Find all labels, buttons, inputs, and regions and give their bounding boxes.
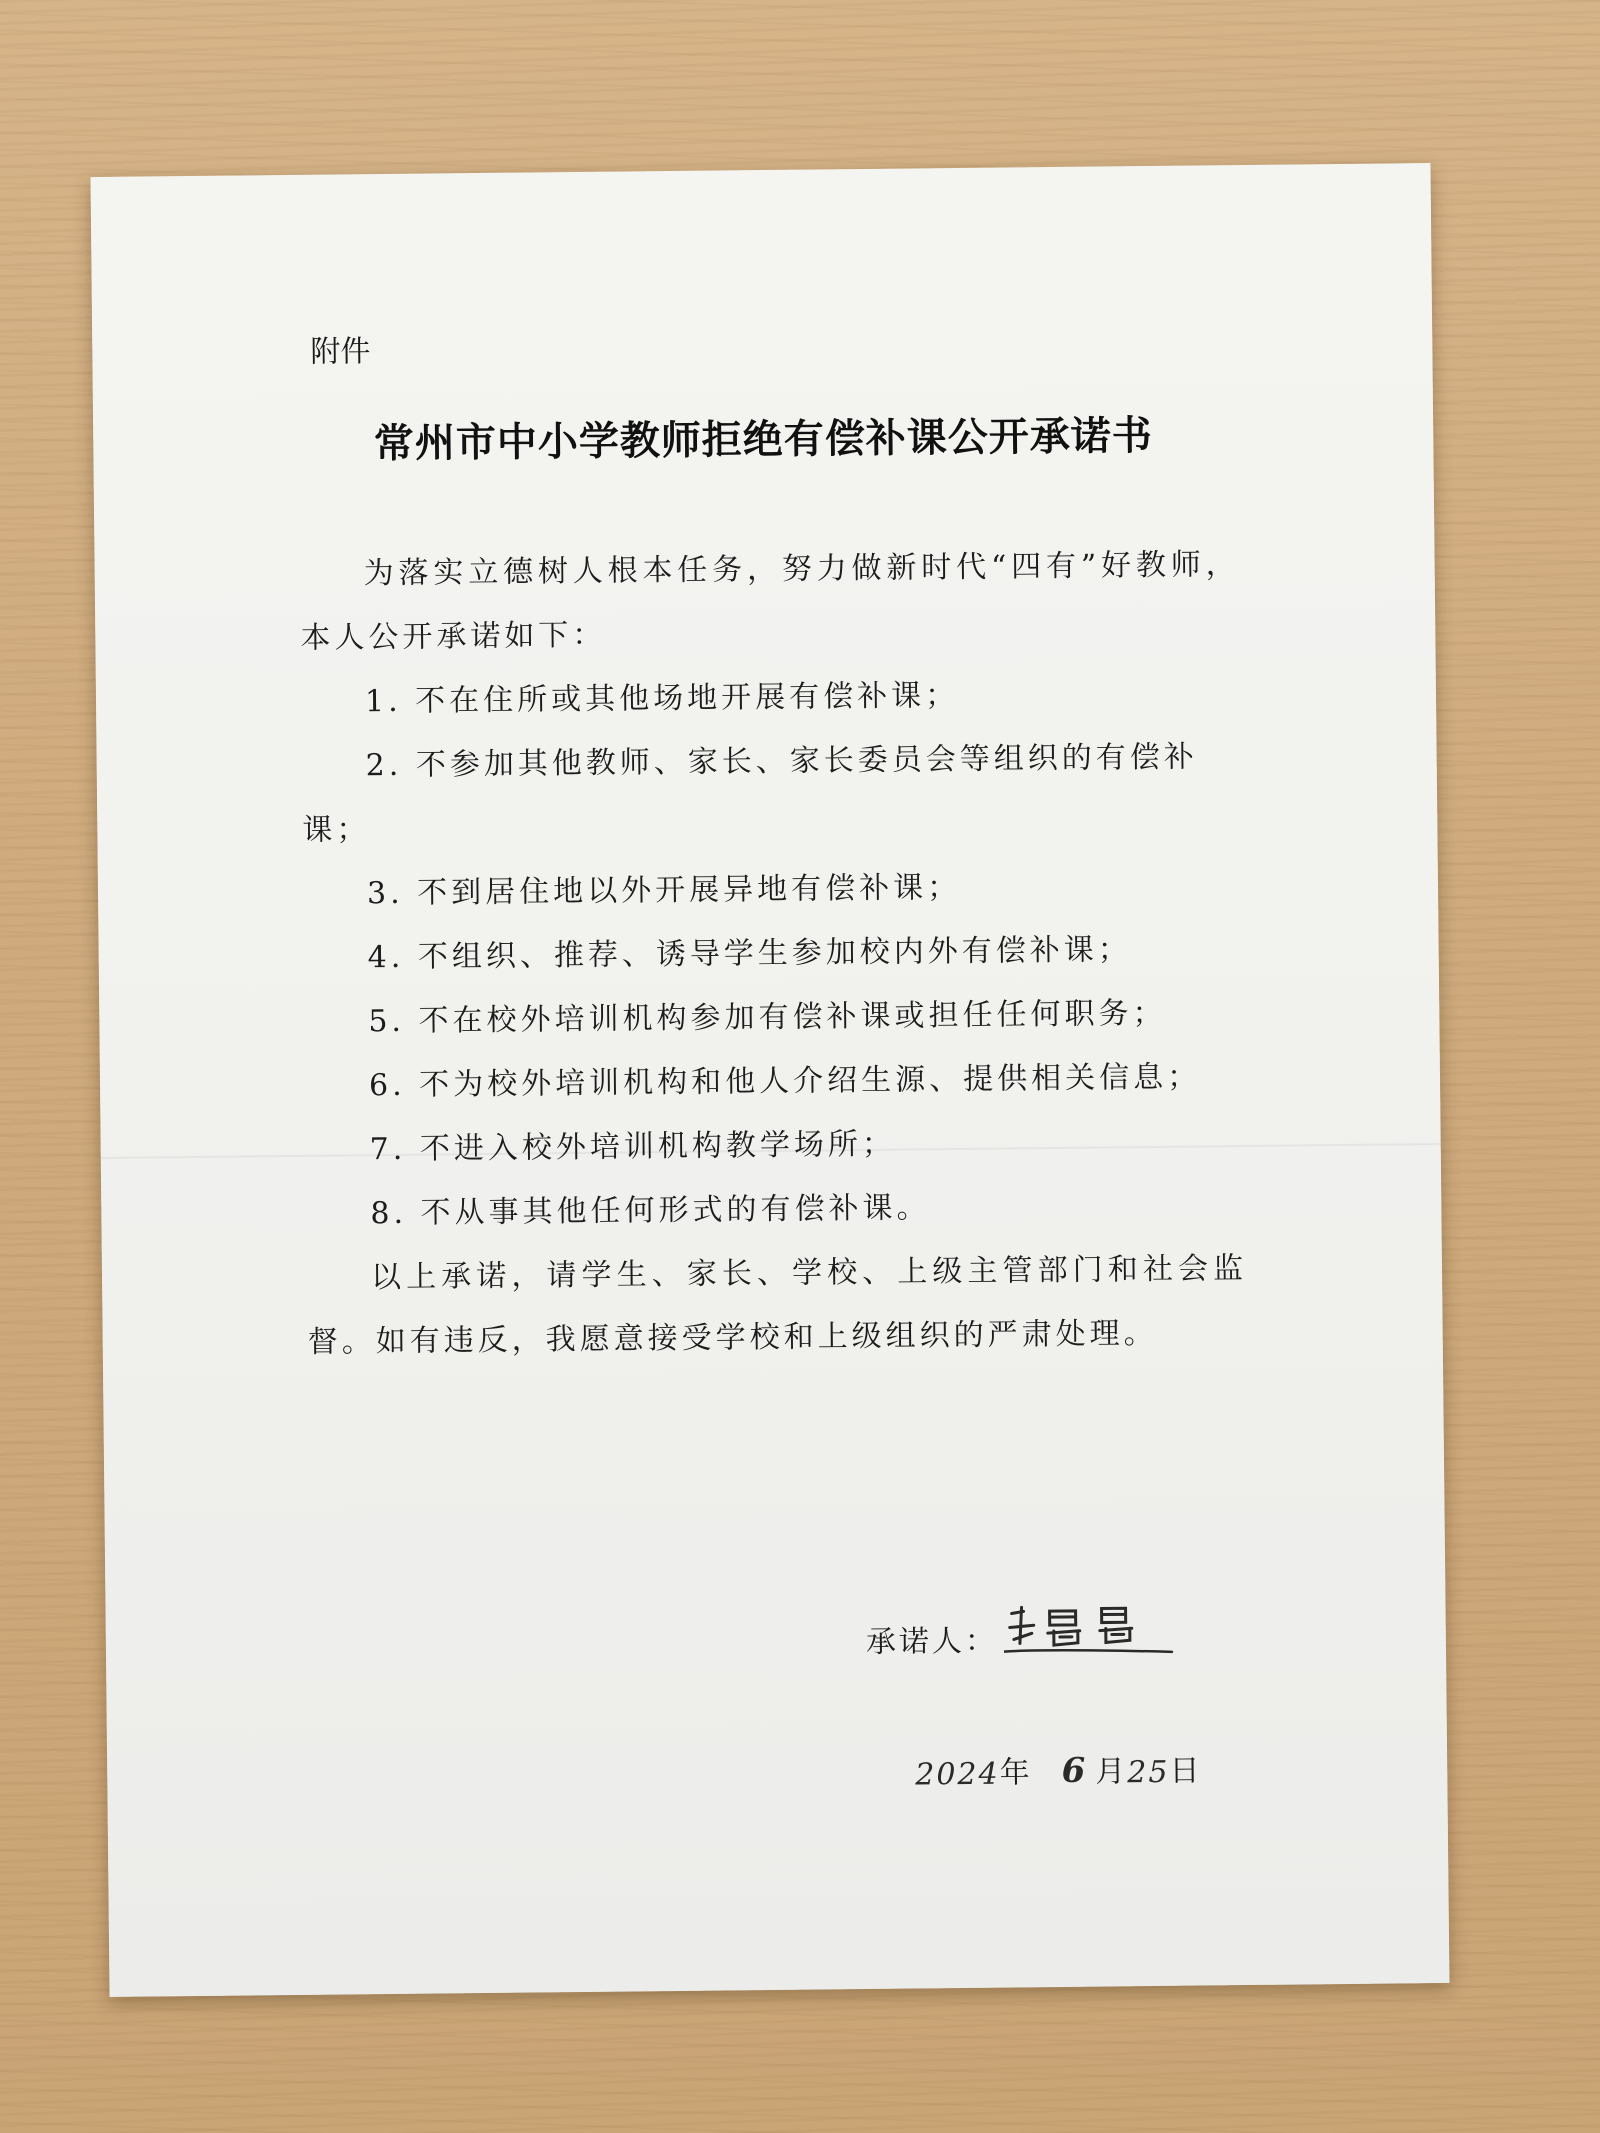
pledge-item-3: 3. 不到居住地以外开展异地有偿补课； (366, 869, 962, 912)
date-day-suffix: 日 (1169, 1753, 1202, 1789)
date-month: 6 (1061, 1750, 1088, 1791)
pledge-item-2: 2. 不参加其他教师、家长、家长委员会等组织的有偿补课； (302, 739, 1198, 848)
pledge-item-5: 5. 不在校外培训机构参加有偿补课或担任任何职务； (368, 995, 1167, 1040)
attachment-label: 附件 (310, 334, 371, 370)
document-paper (91, 163, 1450, 1997)
intro-paragraph: 为落实立德树人根本任务，努力做新时代“四有”好教师，本人公开承诺如下： (300, 547, 1240, 656)
document-body (299, 533, 1248, 1375)
pledge-item-8: 8. 不从事其他任何形式的有偿补课。 (370, 1190, 931, 1232)
pledge-item-7: 7. 不进入校外培训机构教学场所； (369, 1126, 897, 1168)
date-day: 25 (1127, 1754, 1170, 1791)
date-year: 2024 (915, 1756, 1000, 1793)
date-month-suffix: 月 (1095, 1754, 1128, 1790)
signer-line (865, 1598, 1174, 1661)
closing-paragraph: 以上承诺，请学生、家长、学校、上级主管部门和社会监督。如有违反，我愿意接受学校和上级组织的严肃处理。 (307, 1251, 1248, 1360)
pledge-item-6: 6. 不为校外培训机构和他人介绍生源、提供相关信息； (368, 1059, 1202, 1104)
document-title: 常州市中小学教师拒绝有偿补课公开承诺书 (373, 411, 1154, 468)
date-year-suffix: 年 (999, 1755, 1032, 1791)
pledge-item-4: 4. 不组织、推荐、诱导学生参加校内外有偿补课； (367, 932, 1133, 976)
signer-label: 承诺人： (865, 1623, 999, 1661)
pledge-date (915, 1746, 1202, 1793)
pledge-item-1: 1. 不在住所或其他场地开展有偿补课； (364, 677, 960, 720)
handwritten-signature (1003, 1598, 1174, 1660)
